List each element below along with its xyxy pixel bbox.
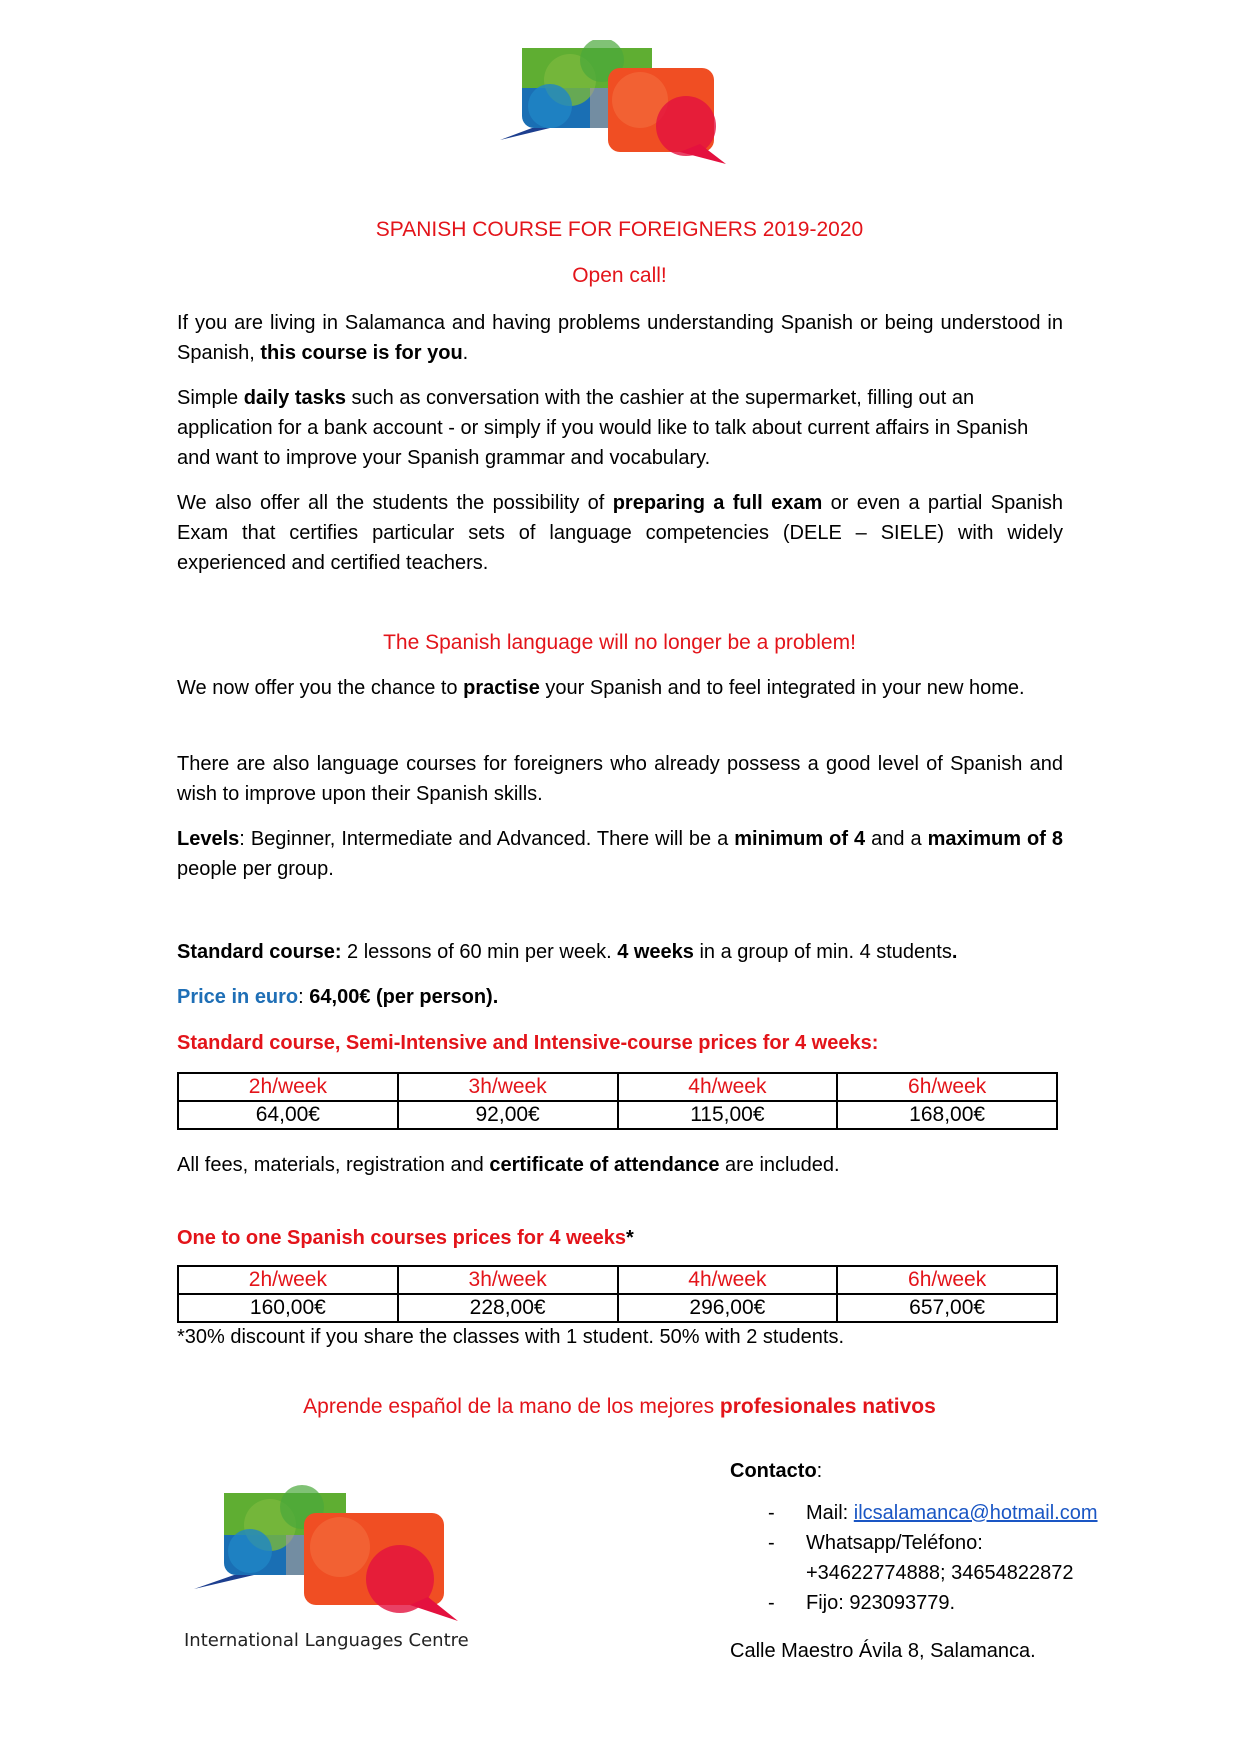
- dash-bullet: -: [768, 1502, 775, 1524]
- text: One to one Spanish courses prices for 4 weeks: [177, 1227, 627, 1249]
- practise-paragraph: [177, 673, 1063, 703]
- table-header-cell: 3h/week: [398, 1073, 618, 1101]
- advanced-paragraph: There are also language courses for foreigners who already possess a good level of Spanish and wish to improve upon their Spanish skills.: [177, 753, 1063, 805]
- table-cell: 64,00€: [178, 1101, 398, 1129]
- tagline: [0, 1395, 1239, 1419]
- section-heading: The Spanish language will no longer be a problem!: [383, 631, 856, 654]
- bold-text: Levels: [177, 828, 240, 850]
- phone-label: Whatsapp/Teléfono:: [806, 1532, 983, 1554]
- table-header-row: [178, 1073, 1057, 1101]
- price-line: [177, 982, 1063, 1012]
- bold-text: .: [951, 941, 958, 963]
- text: We now offer you the chance to: [177, 677, 464, 699]
- table-header-cell: 4h/week: [618, 1266, 838, 1294]
- discount-footnote: *30% discount if you share the classes with 1 student. 50% with 2 students.: [177, 1326, 845, 1348]
- table-row: [178, 1101, 1057, 1129]
- text: such as conversation with the cashier at the supermarket, filling out an application for a bank account - or simply if you would like to talk about current affairs in Spanish and want to improve your Spanish grammar and vocabulary.: [177, 387, 1029, 469]
- standard-table-title: Standard course, Semi-Intensive and Intensive-course prices for 4 weeks:: [177, 1032, 879, 1054]
- bold-text: minimum of 4: [734, 828, 866, 850]
- logo-bottom: [190, 1485, 490, 1635]
- standard-course-line: [177, 937, 1063, 967]
- table-header-cell: 2h/week: [178, 1266, 398, 1294]
- bold-text: daily tasks: [243, 387, 346, 409]
- contact-list: [730, 1498, 1210, 1618]
- table-cell: 115,00€: [618, 1101, 838, 1129]
- list-item: [730, 1528, 1210, 1588]
- table-cell: 228,00€: [398, 1294, 618, 1322]
- table-row: [178, 1294, 1057, 1322]
- document-title: SPANISH COURSE FOR FOREIGNERS 2019-2020: [375, 218, 864, 241]
- bold-text: practise: [463, 677, 540, 699]
- speech-bubble-orange-red: [608, 68, 726, 164]
- list-item: [730, 1588, 1210, 1618]
- text: Simple: [177, 387, 244, 409]
- bold-text: maximum of 8: [927, 828, 1063, 850]
- table-header-cell: 6h/week: [837, 1073, 1057, 1101]
- price-label: Price in euro: [177, 986, 299, 1008]
- asterisk: *: [626, 1227, 634, 1249]
- text: If you are living in Salamanca and having problems understanding Spanish or being understood in Spanish,: [177, 312, 1063, 364]
- table-cell: 657,00€: [837, 1294, 1057, 1322]
- intro-paragraph-1: [177, 308, 1063, 368]
- bold-text: 4 weeks: [617, 941, 694, 963]
- contact-block: [730, 1456, 1210, 1666]
- text: people per group.: [177, 858, 334, 880]
- contact-title: [730, 1456, 1210, 1486]
- intro-paragraph-3: [177, 488, 1063, 578]
- text: We also offer all the students the possibility of: [177, 492, 613, 514]
- bold-text: Standard course:: [177, 941, 342, 963]
- text: :: [816, 1460, 823, 1482]
- logo-top: [490, 40, 880, 170]
- bold-text: certificate of attendance: [489, 1154, 720, 1176]
- table-header-cell: 6h/week: [837, 1266, 1057, 1294]
- standard-price-table: [177, 1072, 1058, 1130]
- phone-value: +34622774888; 34654822872: [806, 1562, 1074, 1584]
- list-item: [730, 1498, 1210, 1528]
- intro-paragraph-2: [177, 383, 1063, 473]
- table-header-cell: 2h/week: [178, 1073, 398, 1101]
- text: .: [462, 342, 469, 364]
- address: Calle Maestro Ávila 8, Salamanca.: [730, 1640, 1036, 1662]
- text: Aprende español de la mano de los mejores: [303, 1395, 720, 1418]
- text: All fees, materials, registration and: [177, 1154, 490, 1176]
- text: or even a partial Spanish Exam that certifies particular sets of language competencies (DELE – SIELE) with widely experienced and certified teachers.: [177, 492, 1063, 574]
- one-to-one-title: [177, 1223, 1063, 1253]
- document-subtitle: Open call!: [572, 264, 667, 287]
- one-to-one-price-table: [177, 1265, 1058, 1323]
- fees-line: [177, 1150, 1063, 1180]
- table-cell: 160,00€: [178, 1294, 398, 1322]
- text: : Beginner, Intermediate and Advanced. There will be a: [239, 828, 735, 850]
- table-header-row: [178, 1266, 1057, 1294]
- table-header-cell: 3h/week: [398, 1266, 618, 1294]
- logo-caption: International Languages Centre: [184, 1630, 469, 1651]
- dash-bullet: -: [768, 1532, 775, 1554]
- text: your Spanish and to feel integrated in your new home.: [539, 677, 1025, 699]
- landline: Fijo: 923093779.: [806, 1592, 956, 1614]
- text: :: [298, 986, 310, 1008]
- bold-text: this course is for you: [260, 342, 463, 364]
- dash-bullet: -: [768, 1592, 775, 1614]
- bold-text: preparing a full exam: [612, 492, 823, 514]
- email-link[interactable]: ilcsalamanca@hotmail.com: [853, 1502, 1098, 1524]
- speech-bubble-orange-red: [304, 1513, 458, 1621]
- table-cell: 92,00€: [398, 1101, 618, 1129]
- table-cell: 168,00€: [837, 1101, 1057, 1129]
- price-value: 64,00€ (per person).: [309, 986, 499, 1008]
- text: 2 lessons of 60 min per week.: [341, 941, 618, 963]
- mail-label: Mail:: [806, 1502, 854, 1524]
- text: in a group of min. 4 students: [693, 941, 952, 963]
- bold-text: profesionales nativos: [719, 1395, 936, 1418]
- levels-paragraph: [177, 824, 1063, 884]
- table-cell: 296,00€: [618, 1294, 838, 1322]
- text: and a: [865, 828, 928, 850]
- text: are included.: [719, 1154, 840, 1176]
- table-header-cell: 4h/week: [618, 1073, 838, 1101]
- bold-text: Contacto: [730, 1460, 817, 1482]
